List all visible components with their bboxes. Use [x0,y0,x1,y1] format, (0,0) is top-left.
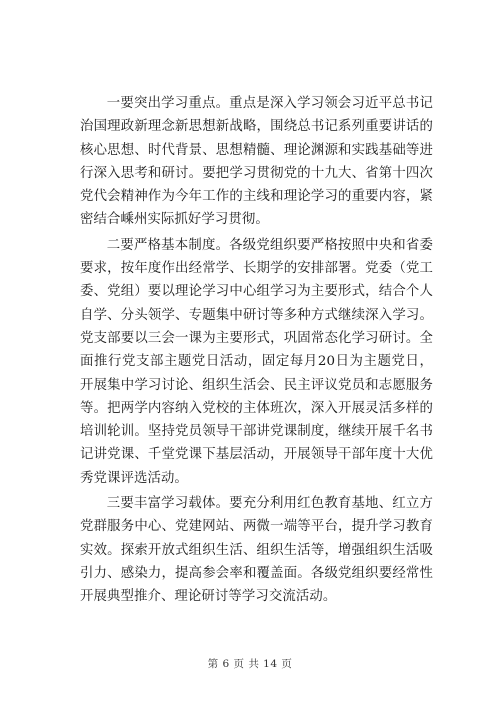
paragraph-study-focus: 一要突出学习重点。重点是深入学习领会习近平总书记治国理政新理念新思想新战略，围绕总书记系列重要讲话的核心思想、时代背景、思想精髓、理论渊源和实践基础等进行深入思考和研讨。要把学习贯彻党的十九大、省第十四次党代会精神作为今年工作的主线和理论学习的重要内容，紧密结合嵊州实际抓好学习贯彻。 [80,96,433,228]
paragraph-basic-system: 二要严格基本制度。各级党组织要严格按照中央和省委要求，按年度作出经常学、长期学的安排部署。党委（党工委、党组）要以理论学习中心组学习为主要形式，结合个人自学、分头领学、专题集中研讨等多种方式继续深入学习。党支部要以三会一课为主要形式，巩固常态化学习研讨。全面推行党支部主题党日活动，固定每月20日为主题党日，开展集中学习讨论、组织生活会、民主评议党员和志愿服务等。把两学内容纳入党校的主体班次，深入开展灵活多样的培训轮训。坚持党员领导干部讲党课制度，继续开展千名书记讲党课、千堂党课下基层活动，开展领导干部年度十大优秀党课评选活动。 [80,237,433,486]
paragraph-study-carrier: 三要丰富学习载体。要充分利用红色教育基地、红立方党群服务中心、党建网站、两微一端等平台，提升学习教育实效。探索开放式组织生活、组织生活等，增强组织生活吸引力、感染力，提高参会率和覆盖面。各级党组织要经常性开展典型推介、理论研讨等学习交流活动。 [80,496,433,605]
page-number-footer: 第 6 页 共 14 页 [207,658,293,670]
document-body [80,92,433,611]
